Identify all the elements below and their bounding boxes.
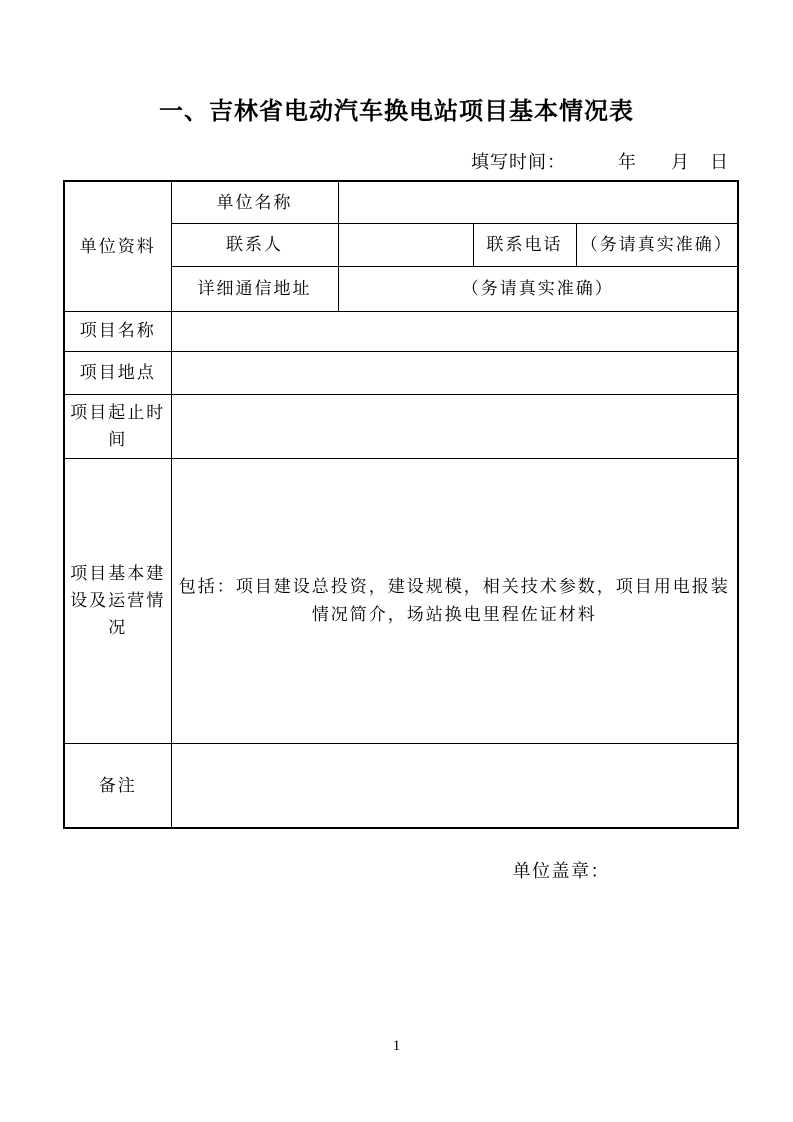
contact-person-value-cell: [338, 223, 473, 266]
contact-phone-note: （务请真实准确）: [576, 223, 738, 266]
unit-name-value-cell: [338, 181, 738, 223]
project-period-label: 项目起止时间: [64, 394, 171, 458]
project-location-value-cell: [171, 351, 738, 394]
remarks-value-cell: [171, 743, 738, 828]
unit-info-group-label: 单位资料: [64, 181, 171, 311]
fill-time-month: 月: [671, 152, 690, 172]
mailing-address-label: 详细通信地址: [171, 266, 338, 311]
table-row: [64, 743, 738, 828]
project-overview-label: 项目基本建设及运营情况: [64, 458, 171, 743]
contact-phone-label: 联系电话: [473, 223, 576, 266]
table-row: [64, 351, 738, 394]
mailing-address-note: （务请真实准确）: [338, 266, 738, 311]
table-row: [64, 394, 738, 458]
page-number: 1: [392, 1038, 401, 1054]
project-overview-hint: 包括：项目建设总投资，建设规模，相关技术参数，项目用电报装情况简介，场站换电里程佐证材料: [171, 458, 738, 743]
remarks-label: 备注: [64, 743, 171, 828]
project-period-value-cell: [171, 394, 738, 458]
fill-time-label: 填写时间：: [471, 152, 566, 172]
contact-person-label: 联系人: [171, 223, 338, 266]
table-row: [64, 181, 738, 223]
project-location-label: 项目地点: [64, 351, 171, 394]
unit-stamp-label: 单位盖章：: [512, 861, 610, 881]
project-info-table: [63, 180, 739, 829]
unit-name-label: 单位名称: [171, 181, 338, 223]
table-row: [64, 311, 738, 351]
project-name-value-cell: [171, 311, 738, 351]
fill-time-year: 年: [618, 152, 637, 172]
fill-time-day: 日: [710, 152, 729, 172]
project-name-label: 项目名称: [64, 311, 171, 351]
page-title: 一、吉林省电动汽车换电站项目基本情况表: [159, 99, 634, 125]
table-row: [64, 458, 738, 743]
fill-time-line: [63, 150, 737, 174]
